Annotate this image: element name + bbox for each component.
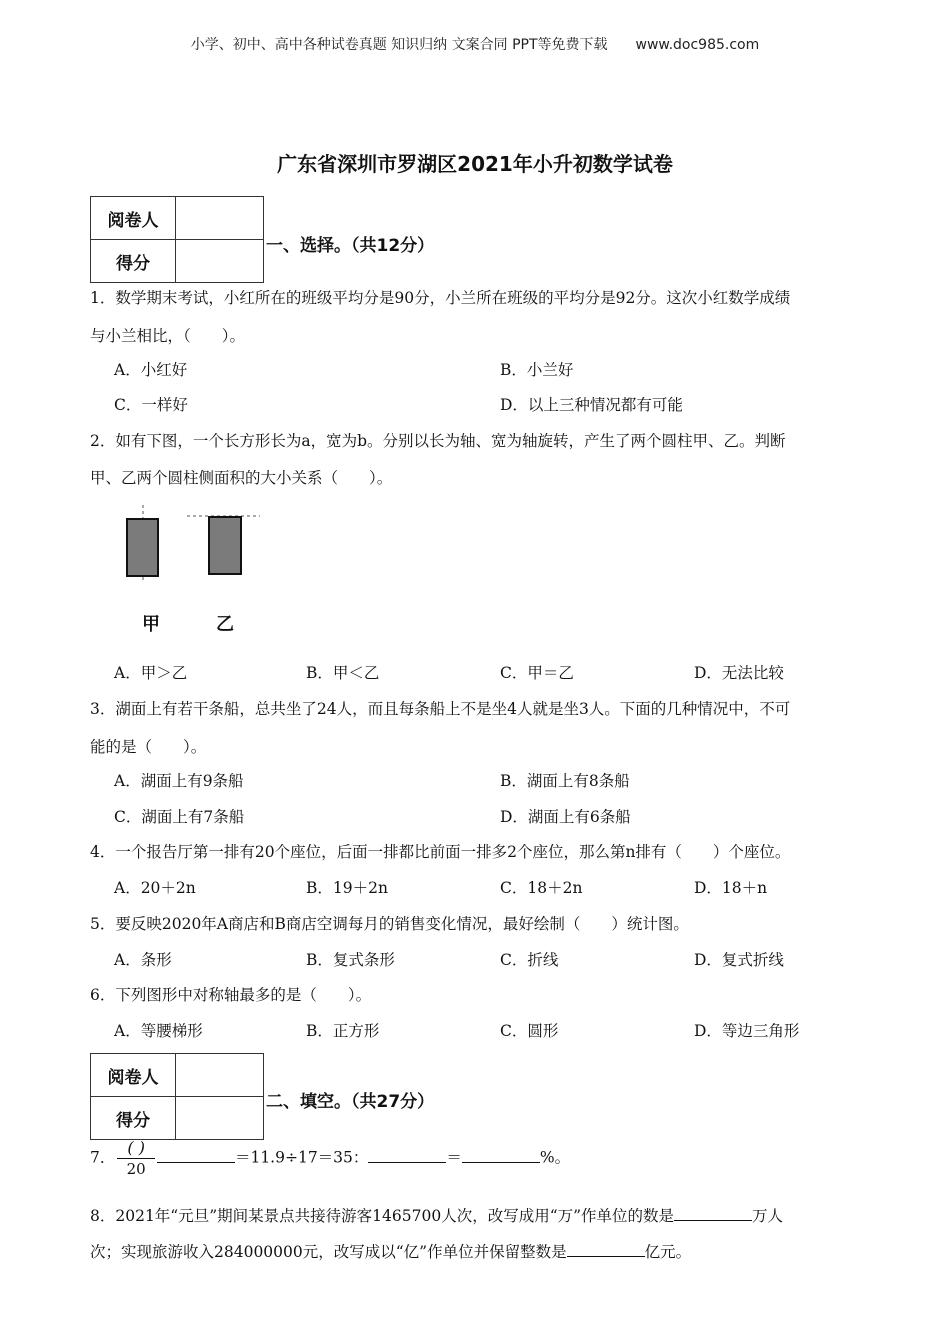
equation-text: ＝11.9÷17＝35： [234,1148,369,1167]
option[interactable]: A．条形 [114,951,172,969]
option[interactable]: B．复式条形 [306,951,395,969]
score-table [90,1053,264,1140]
reviewer-cell[interactable] [176,197,264,240]
option[interactable]: D．复式折线 [694,951,784,969]
option[interactable]: C．圆形 [500,1022,559,1040]
page-title: 广东省深圳市罗湖区2021年小升初数学试卷 [277,152,673,176]
rectangle-yi [209,517,241,574]
question-text: 能的是（ ）。 [90,738,207,756]
option[interactable]: A．等腰梯形 [114,1022,203,1040]
question-text [90,1204,783,1226]
question-text-part: 亿元。 [644,1243,692,1261]
question-text: 甲、乙两个圆柱侧面积的大小关系（ ）。 [90,469,393,487]
option[interactable]: C．甲＝乙 [500,664,574,682]
fraction [117,1138,155,1179]
answer-blank[interactable] [368,1146,446,1163]
rectangle-jia [127,519,158,576]
option[interactable]: D．18＋n [694,879,768,897]
percent-text: %。 [539,1148,571,1167]
question-7 [90,1138,570,1179]
option[interactable]: B．湖面上有8条船 [500,772,630,790]
question-text: 3．湖面上有若干条船，总共坐了24人，而且每条船上不是坐4人就是坐3人。下面的几种情况中，不可 [90,700,791,718]
option[interactable]: C．湖面上有7条船 [114,808,245,826]
option[interactable]: D．无法比较 [694,664,784,682]
reviewer-label: 阅卷人 [91,197,176,240]
question-text-part: 万人 [752,1207,784,1225]
fraction-numerator: ( ) [117,1138,155,1159]
question-text: 4．一个报告厅第一排有20个座位，后面一排都比前面一排多2个座位，那么第n排有（ ）个座位。 [90,843,791,861]
option[interactable]: A．20＋2n [114,879,196,897]
question-text: 6．下列图形中对称轴最多的是（ ）。 [90,986,372,1004]
fraction-denominator: 20 [126,1160,146,1178]
option[interactable]: A．甲＞乙 [114,664,188,682]
option[interactable]: B．正方形 [306,1022,380,1040]
score-cell[interactable] [176,1097,264,1140]
equals-sign: ＝ [446,1148,462,1167]
diagram-label-jia: 甲 [142,614,160,635]
option[interactable]: B．小兰好 [500,361,574,379]
score-label: 得分 [91,1097,176,1140]
option[interactable]: A．湖面上有9条船 [114,772,244,790]
option[interactable]: B．甲＜乙 [306,664,380,682]
option[interactable]: B．19＋2n [306,879,388,897]
option[interactable]: C．一样好 [114,396,188,414]
page-header [0,34,950,54]
question-text: 1．数学期末考试，小红所在的班级平均分是90分，小兰所在班级的平均分是92分。这次小红数学成绩 [90,289,791,307]
diagram-label-yi: 乙 [216,614,234,635]
question-text-part: 8．2021年“元旦”期间某景点共接待游客1465700人次，改写成用“万”作单位的数是 [90,1207,675,1225]
answer-blank[interactable] [674,1204,752,1221]
question-text: 5．要反映2020年A商店和B商店空调每月的销售变化情况，最好绘制（ ）统计图。 [90,915,689,933]
option[interactable]: D．以上三种情况都有可能 [500,396,683,414]
score-table [90,196,264,283]
option[interactable]: C．18＋2n [500,879,583,897]
question-text [90,1240,691,1262]
score-label: 得分 [91,240,176,283]
rectangle-rotation-diagram [110,500,280,585]
question-number: 7． [90,1148,116,1167]
question-text: 2．如有下图，一个长方形长为a，宽为b。分别以长为轴、宽为轴旋转，产生了两个圆柱甲、乙。判断 [90,432,786,450]
section-title: 二、填空。（共27分） [266,1092,435,1112]
header-text: 小学、初中、高中各种试卷真题 知识归纳 文案合同 PPT等免费下载 [190,37,608,53]
option[interactable]: D．等边三角形 [694,1022,800,1040]
section-title: 一、选择。（共12分） [266,236,435,256]
option[interactable]: D．湖面上有6条船 [500,808,631,826]
option[interactable]: C．折线 [500,951,559,969]
answer-blank[interactable] [157,1146,235,1163]
question-text: 与小兰相比，（ ）。 [90,327,246,345]
answer-blank[interactable] [462,1146,540,1163]
option[interactable]: A．小红好 [114,361,188,379]
header-site: www.doc985.com [635,37,760,53]
score-cell[interactable] [176,240,264,283]
question-text-part: 次；实现旅游收入284000000元，改写成以“亿”作单位并保留整数是 [90,1243,567,1261]
reviewer-cell[interactable] [176,1054,264,1097]
reviewer-label: 阅卷人 [91,1054,176,1097]
answer-blank[interactable] [567,1240,645,1257]
